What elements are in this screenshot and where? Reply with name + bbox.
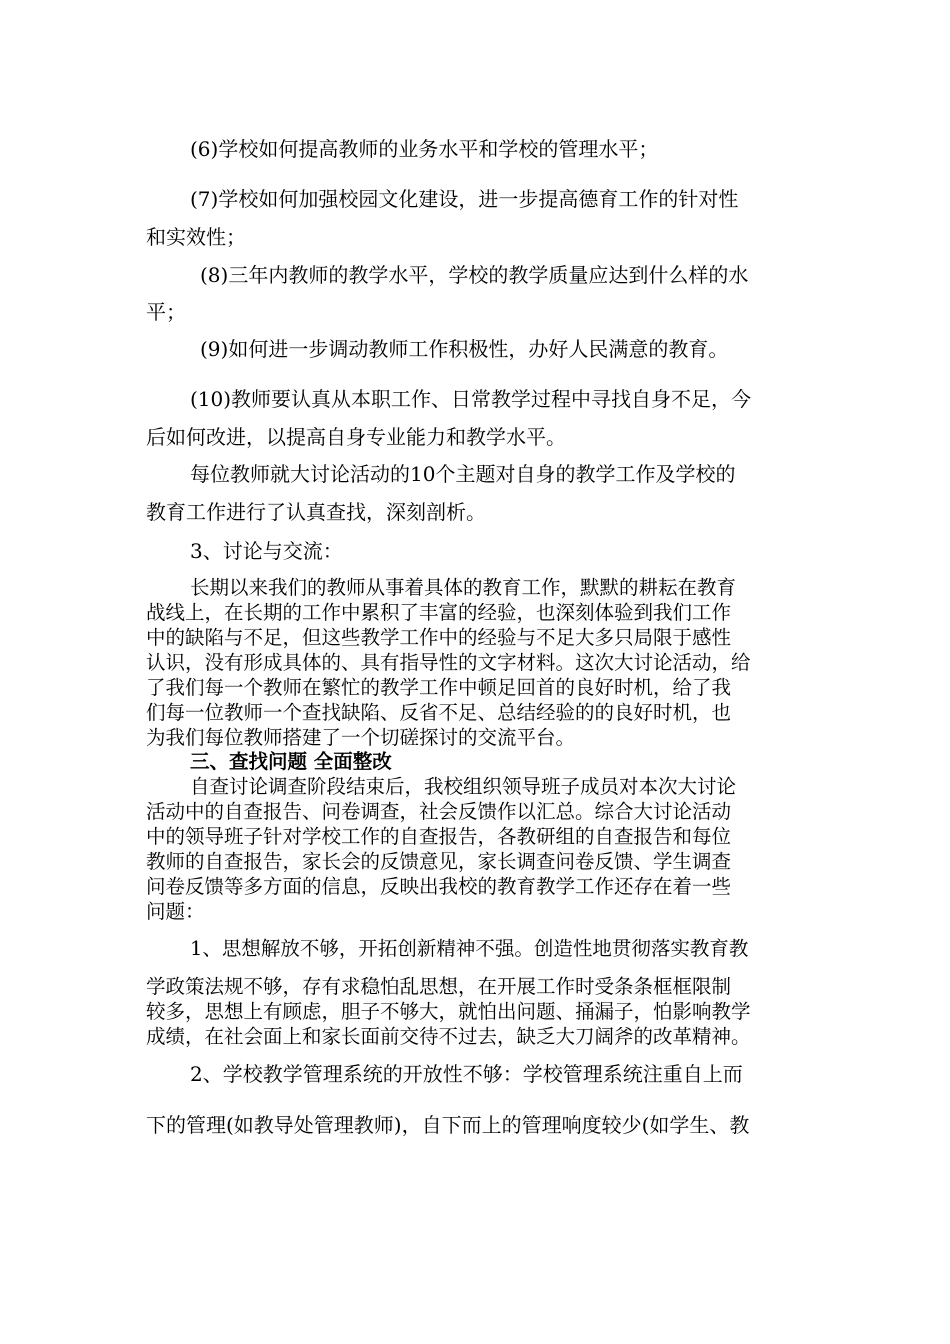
item-9: (9)如何进一步调动教师工作积极性，办好人民满意的教育。 bbox=[200, 337, 729, 361]
item-7-line-2: 和实效性； bbox=[146, 225, 246, 249]
problems-paragraph-line-2: 活动中的自查报告、问卷调查，社会反馈作以汇总。综合大讨论活动 bbox=[146, 800, 732, 823]
discussion-paragraph-line-4: 认识，没有形成具体的、具有指导性的文字材料。这次大讨论活动，给 bbox=[146, 651, 751, 674]
problem-2-line-1: 2、学校教学管理系统的开放性不够：学校管理系统注重自上而 bbox=[190, 1062, 743, 1086]
problem-1-line-3: 较多，思想上有顾虑，胆子不够大，就怕出问题、捅漏子，怕影响教学 bbox=[146, 1000, 751, 1023]
section-heading-discussion: 3、讨论与交流： bbox=[190, 539, 343, 563]
item-10-line-1: (10)教师要认真从本职工作、日常教学过程中寻找自身不足，今 bbox=[190, 387, 752, 411]
item-7-line-1: (7)学校如何加强校园文化建设，进一步提高德育工作的针对性 bbox=[190, 187, 739, 211]
problems-paragraph-line-1: 自查讨论调查阶段结束后，我校组织领导班子成员对本次大讨论 bbox=[190, 775, 737, 798]
discussion-paragraph-line-6: 们每一位教师一个查找缺陷、反省不足、总结经验的的良好时机，也 bbox=[146, 701, 732, 724]
problem-2-line-2: 下的管理(如教导处管理教师)，自下而上的管理响度较少(如学生、教 bbox=[146, 1113, 750, 1137]
discussion-paragraph-line-7: 为我们每位教师搭建了一个切磋探讨的交流平台。 bbox=[146, 726, 576, 749]
item-8-line-1: (8)三年内教师的教学水平，学校的教学质量应达到什么样的水 bbox=[200, 263, 749, 287]
item-10-line-2: 后如何改进，以提高自身专业能力和教学水平。 bbox=[146, 425, 566, 449]
problems-paragraph-line-6: 问题： bbox=[146, 900, 205, 923]
discussion-paragraph-line-2: 战线上，在长期的工作中累积了丰富的经验，也深刻体验到我们工作 bbox=[146, 601, 732, 624]
item-8-line-2: 平； bbox=[146, 300, 186, 324]
discussion-paragraph-line-1: 长期以来我们的教师从事着具体的教育工作，默默的耕耘在教育 bbox=[190, 576, 737, 599]
problem-1-line-4: 成绩，在社会面上和家长面前交待不过去，缺乏大刀阔斧的改革精神。 bbox=[146, 1025, 751, 1048]
problem-1-line-1: 1、思想解放不够，开拓创新精神不强。创造性地贯彻落实教育教 bbox=[190, 937, 749, 960]
summary-line-2: 教育工作进行了认真查找，深刻剖析。 bbox=[146, 500, 486, 524]
discussion-paragraph-line-5: 了我们每一个教师在繁忙的教学工作中顿足回首的良好时机，给了我 bbox=[146, 676, 732, 699]
discussion-paragraph-line-3: 中的缺陷与不足，但这些教学工作中的经验与不足大多只局限于感性 bbox=[146, 626, 732, 649]
item-6: (6)学校如何提高教师的业务水平和学校的管理水平； bbox=[190, 137, 659, 161]
summary-line-1: 每位教师就大讨论活动的10个主题对自身的教学工作及学校的 bbox=[190, 462, 736, 486]
problems-paragraph-line-3: 中的领导班子针对学校工作的自查报告，各教研组的自查报告和每位 bbox=[146, 825, 732, 848]
problems-paragraph-line-5: 问卷反馈等多方面的信息，反映出我校的教育教学工作还存在着一些 bbox=[146, 875, 732, 898]
problem-1-line-2: 学政策法规不够，存有求稳怕乱思想，在开展工作时受条条框框限制 bbox=[146, 975, 732, 998]
problems-paragraph-line-4: 教师的自查报告，家长会的反馈意见，家长调查问卷反馈、学生调查 bbox=[146, 850, 732, 873]
section-heading-3: 三、查找问题 全面整改 bbox=[190, 750, 392, 773]
